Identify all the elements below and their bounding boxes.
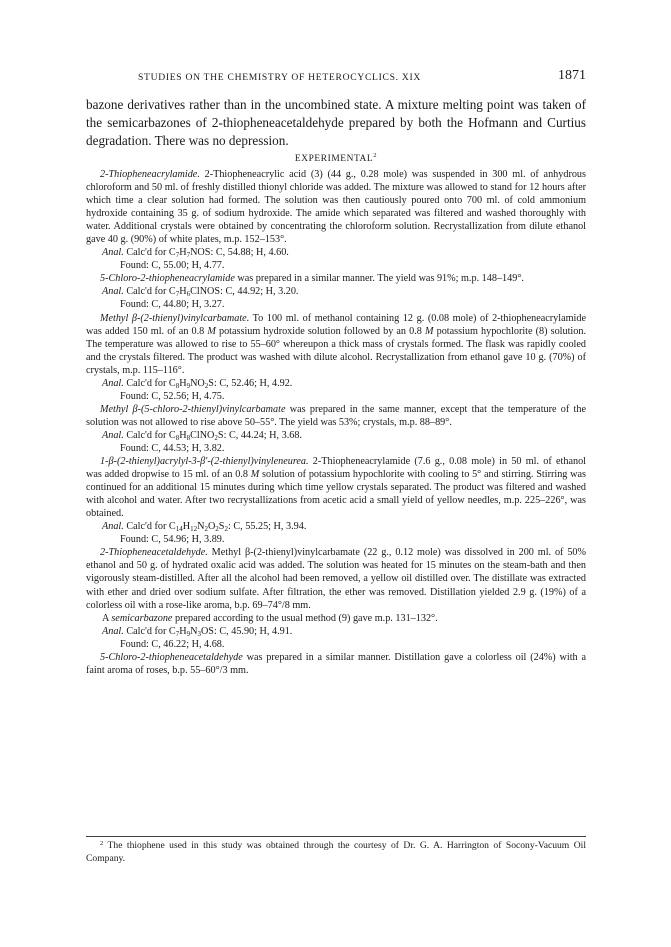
analysis-found: Found: C, 52.56; H, 4.75. xyxy=(120,390,225,402)
footnote xyxy=(86,840,586,865)
paragraph: 5-Chloro-2-thiopheneacetaldehyde was prepared in a similar manner. Distillation gave a colorless oil (24%) with a faint aroma of roses, b.p. 55–60°/3 mm. xyxy=(86,651,586,676)
paragraph: A semicarbazone prepared according to the usual method (9) gave m.p. 131–132°. xyxy=(102,612,438,624)
analysis-calcd: Anal. Calc'd for $C_7H_6ClNOS$: C, 44.92; H, 3.20. xyxy=(102,286,299,299)
page-number: 1871 xyxy=(558,68,586,83)
analysis-found: Found: C, 44.53; H, 3.82. xyxy=(120,442,225,454)
analysis-found: Found: C, 55.00; H, 4.77. xyxy=(120,260,225,272)
section-title: EXPERIMENTAL xyxy=(294,154,374,164)
analysis-calcd: Anal. Calc'd for $C_7H_9N_3OS$: C, 45.90; H, 4.91. xyxy=(102,625,293,638)
paragraph: 2-Thiopheneacrylamide. 2-Thiopheneacrylic acid (3) (44 g., 0.28 mole) was suspended in 300 ml. of anhydrous chloroform and 50 ml. of freshly distilled thionyl chloride was added. The mixture was allowed to stand for 12 hours after which time a clear solution had formed. The solution was then cautiously poured onto 700 ml. of cold ammonium hydroxide containing 35 g. of sodium hydroxide. The amide which separated was filtered and washed thoroughly with water. Additional crystals were obtained by concentrating the chloroform solution. Recrystallization from dilute ethanol gave 40 g. (90%) of white plates, m.p. 152–153°. xyxy=(86,169,586,246)
section-footnote-mark: 2 xyxy=(373,152,378,159)
footnote-divider xyxy=(86,836,586,837)
section-heading xyxy=(86,152,586,164)
paragraph: 2-Thiopheneacetaldehyde. Methyl β-(2-thienyl)vinylcarbamate (22 g., 0.12 mole) was dissolved in 200 ml. of 50% ethanol and 50 g. of hydrated oxalic acid was added. The solution was heated for 15 minutes on the steam-bath and then vigorously steam-distilled. After all the alcohol had been removed, a yellow oil distilled over. The distillate was extracted with ether and dried over sodium sulfate. After filtration, the ether was removed. Distillation yielded 2.9 g. (19%) of a colorless oil with a rose-like aroma, b.p. 69–74°/8 mm. xyxy=(86,547,586,611)
analysis-found: Found: C, 46.22; H, 4.68. xyxy=(120,638,225,650)
analysis-calcd: Anal. Calc'd for $C_7H_7NOS$: C, 54.88; H, 4.60. xyxy=(102,247,289,260)
paragraph: 1-β-(2-thienyl)acrylyl-3-β′-(2-thienyl)vinyleneurea. 2-Thiopheneacrylamide (7.6 g., 0.08 mole) in 50 ml. of ethanol was added dropwise to 15 ml. of an 0.8 M solution of potassium hypochlorite with cooling to 5° and stirring. Stirring was continued for an additional 15 minutes during which time yellow crystals separated. The product was filtered and washed with alcohol and water. After two recrystallizations from acetic acid a small yield of yellow needles, m.p. 225–226°, was obtained. xyxy=(86,456,586,520)
paragraph: 5-Chloro-2-thiopheneacrylamide was prepared in a similar manner. The yield was 91%; m.p. 148–149°. xyxy=(100,273,524,285)
analysis-found: Found: C, 54.96; H, 3.89. xyxy=(120,534,225,546)
page-header xyxy=(86,66,586,88)
running-head: STUDIES ON THE CHEMISTRY OF HETEROCYCLICS. XIX xyxy=(138,72,421,83)
footnote-mark: 2 xyxy=(100,840,104,847)
experimental-body xyxy=(86,168,586,677)
analysis-found: Found: C, 44.80; H, 3.27. xyxy=(120,299,225,311)
analysis-calcd: Anal. Calc'd for $C_{14}H_{12}N_2O_2S_2$: C, 55.25; H, 3.94. xyxy=(102,521,307,534)
lead-paragraph: bazone derivatives rather than in the uncombined state. A mixture melting point was taken of the semicarbazones of 2-thiopheneacetaldehyde prepared by both the Hofmann and Curtius degradation. There was no depression. xyxy=(86,97,586,148)
paragraph: Methyl β-(5-chloro-2-thienyl)vinylcarbamate was prepared in the same manner, except that the temperature of the solution was not allowed to rise above 50–55°. The yield was 53%; crystals, m.p. 88–89°. xyxy=(86,403,586,428)
paragraph: Methyl β-(2-thienyl)vinylcarbamate. To 100 ml. of methanol containing 12 g. (0.08 mole) of 2-thiopheneacrylamide was added 150 ml. of an 0.8 M potassium hydroxide solution followed by an 0.8 M potassium hypochlorite (8) solution. The temperature was allowed to rise to 55–60° whereupon a thick mass of crystals formed. The flask was rapidly cooled and the crystals filtered. The product was washed with dilute alcohol. Recrystallization from ethanol gave 10 g. (70%) of crystals, m.p. 115–116°. xyxy=(86,312,586,376)
footnote-text: The thiophene used in this study was obtained through the courtesy of Dr. G. A. Harrington of Socony-Vacuum Oil Company. xyxy=(86,840,586,864)
analysis-calcd: Anal. Calc'd for $C_8H_8ClNO_2S$: C, 44.24; H, 3.68. xyxy=(102,429,302,442)
analysis-calcd: Anal. Calc'd for $C_8H_9NO_2S$: C, 52.46; H, 4.92. xyxy=(102,377,293,390)
